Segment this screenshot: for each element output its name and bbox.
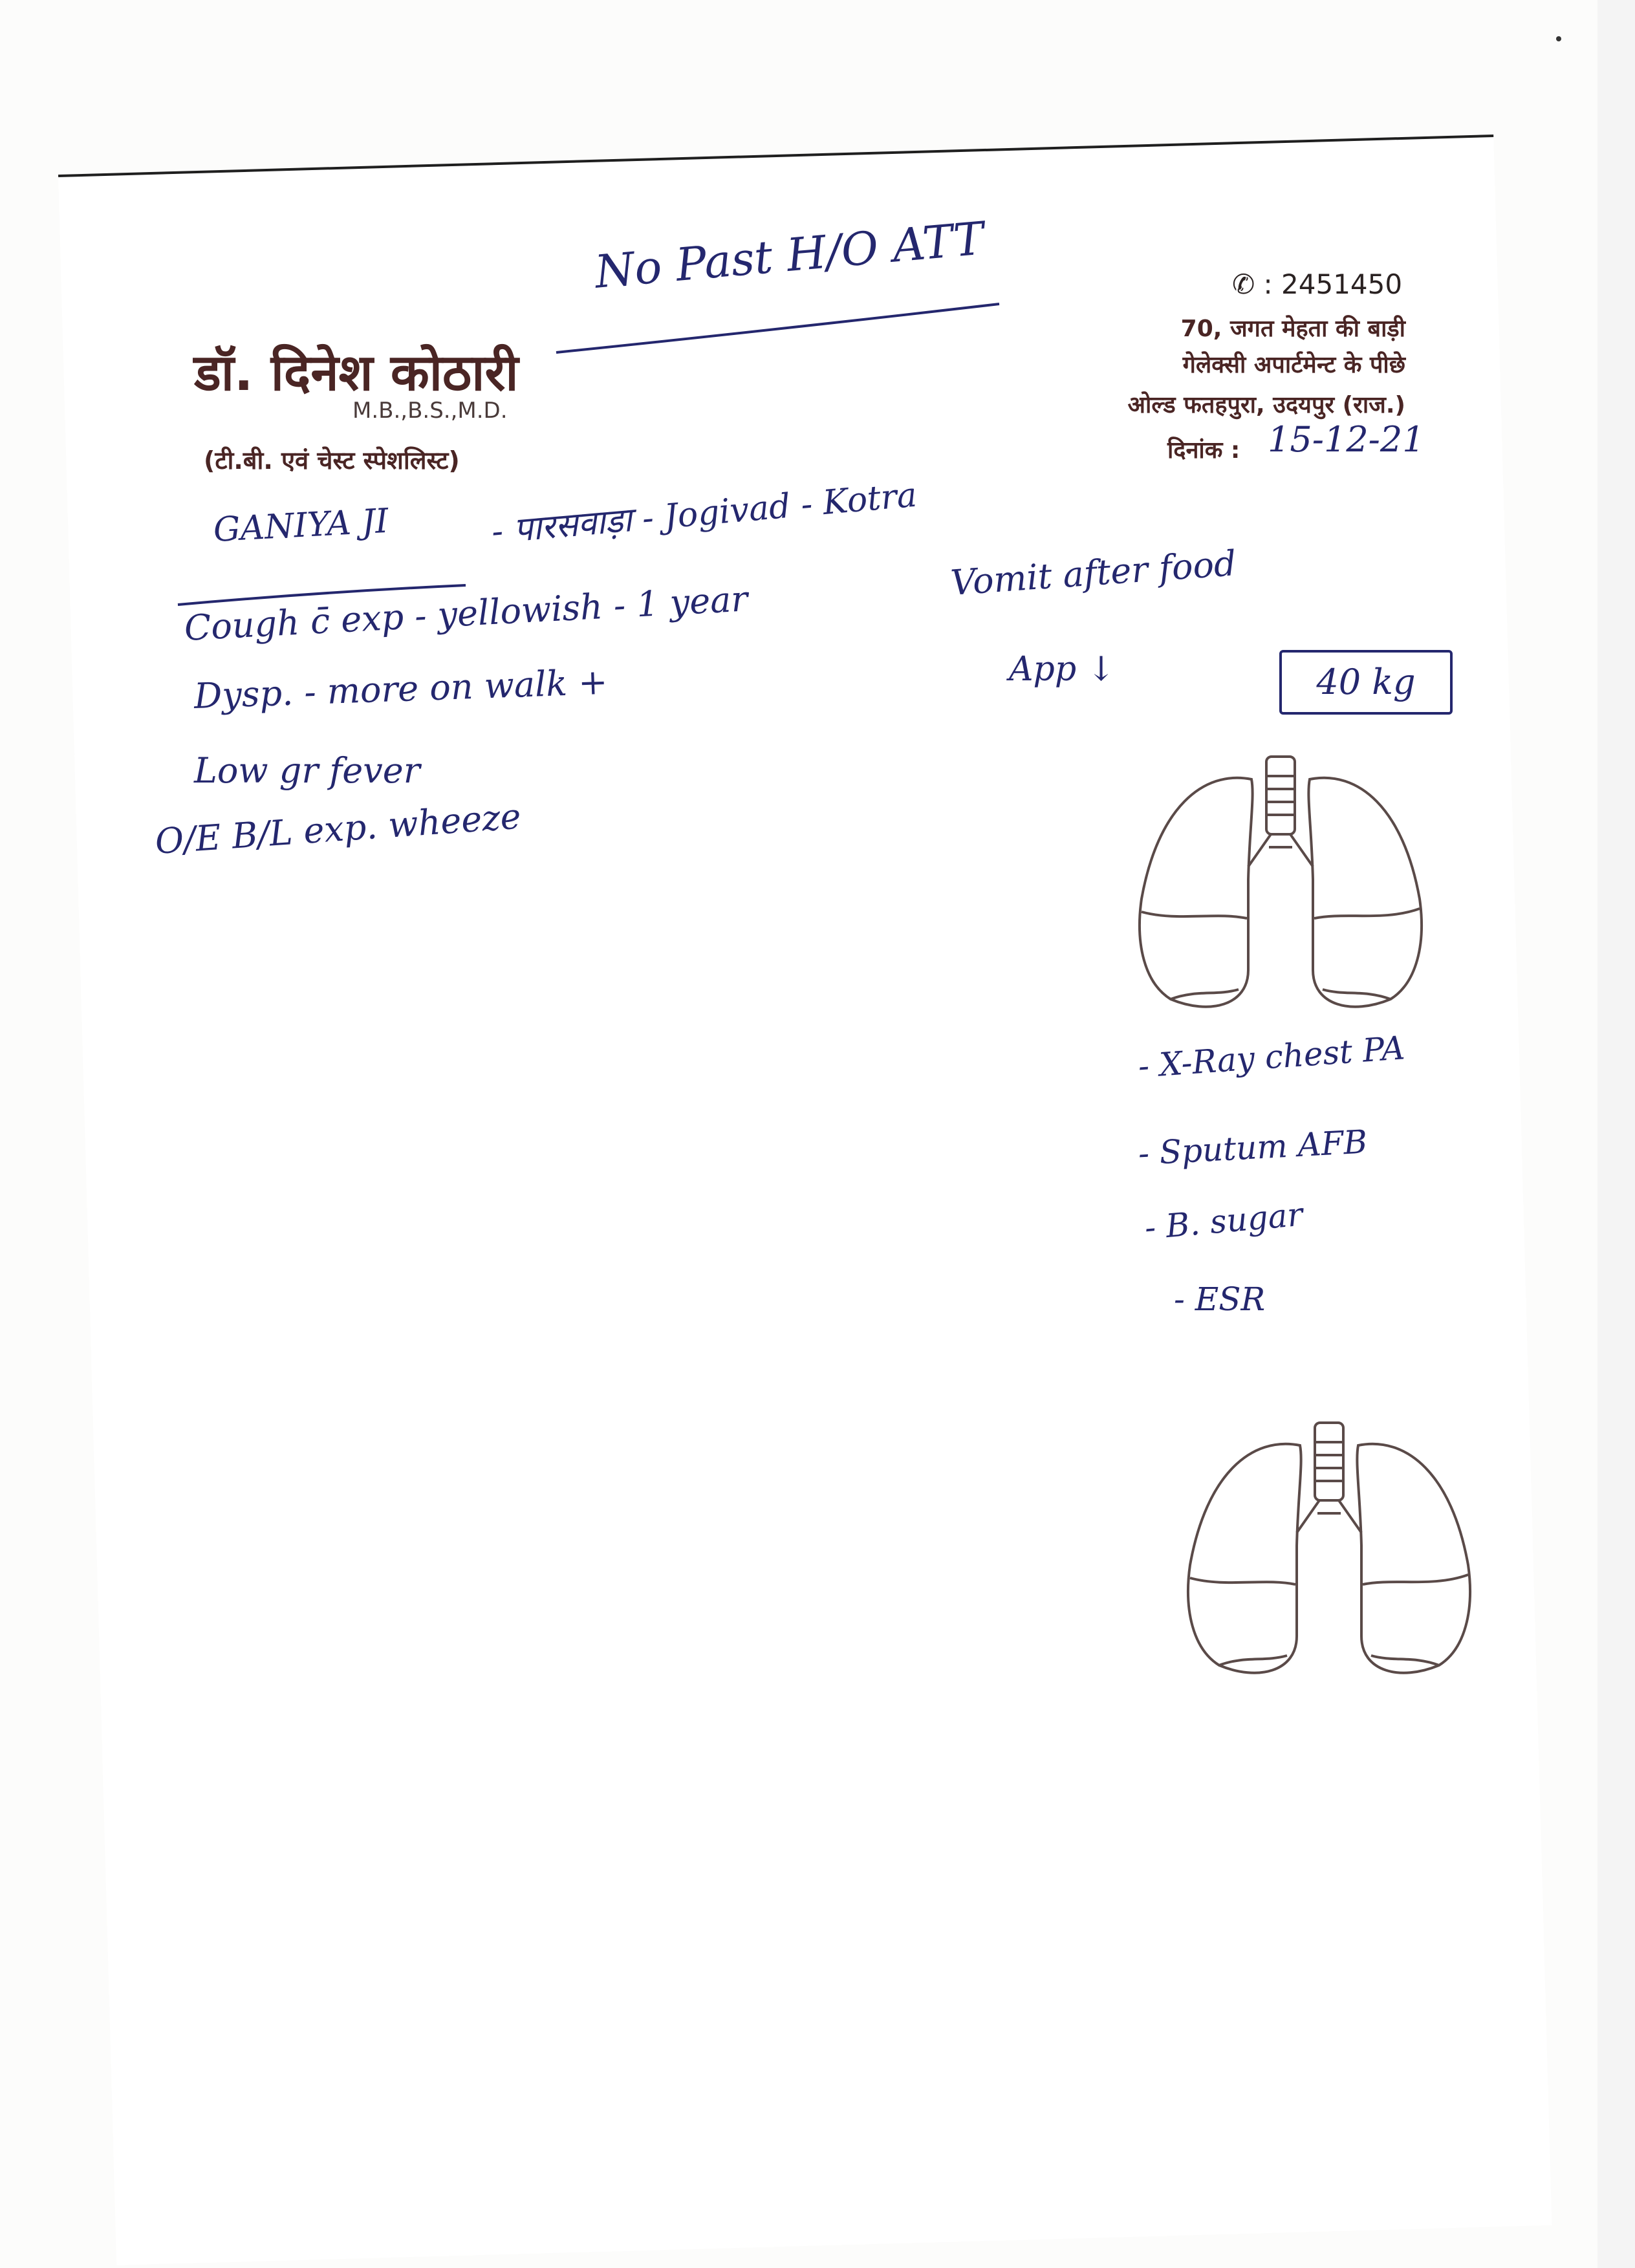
patient-location: - पारसवाड़ा - Jogivad - Kotra xyxy=(490,475,919,552)
finding-line: Vomit after food xyxy=(949,543,1238,603)
symptom-line: Dysp. - more on walk + xyxy=(193,661,609,717)
clinic-phone: ✆ : 2451450 xyxy=(1232,268,1403,300)
investigation-item: - B. sugar xyxy=(1143,1195,1305,1247)
symptom-line: Low gr fever xyxy=(194,750,420,791)
doctor-name: डॉ. दिनेश कोठारी xyxy=(194,344,519,402)
investigation-item: - Sputum AFB xyxy=(1137,1123,1369,1172)
past-history-note: No Past H/O ATT xyxy=(592,211,986,299)
examination-finding: O/E B/L exp. wheeze xyxy=(153,795,523,862)
address-line-1: 70, जगत मेहता की बाड़ी xyxy=(1180,316,1405,342)
doctor-specialty: (टी.बी. एवं चेस्ट स्पेशलिस्ट) xyxy=(204,446,460,475)
investigation-item: - X-Ray chest PA xyxy=(1136,1029,1406,1085)
patient-name: GANIYA JI xyxy=(212,501,390,550)
weight-box: 40 kg xyxy=(1279,650,1453,715)
date-label: दिनांक : xyxy=(1167,437,1240,464)
visit-date: 15-12-21 xyxy=(1268,419,1425,460)
address-line-2: गेलेक्सी अपार्टमेन्ट के पीछे xyxy=(1182,352,1405,378)
lungs-icon xyxy=(1148,1416,1510,1714)
address-line-3: ओल्ड फतहपुरा, उदयपुर (राज.) xyxy=(1127,392,1405,418)
investigation-item: - ESR xyxy=(1174,1280,1266,1318)
finding-line: App ↓ xyxy=(1009,650,1116,689)
symptom-line: Cough c̄ exp - yellowish - 1 year xyxy=(183,578,749,649)
doctor-degree: M.B.,B.S.,M.D. xyxy=(352,398,508,424)
lungs-icon xyxy=(1099,750,1462,1048)
